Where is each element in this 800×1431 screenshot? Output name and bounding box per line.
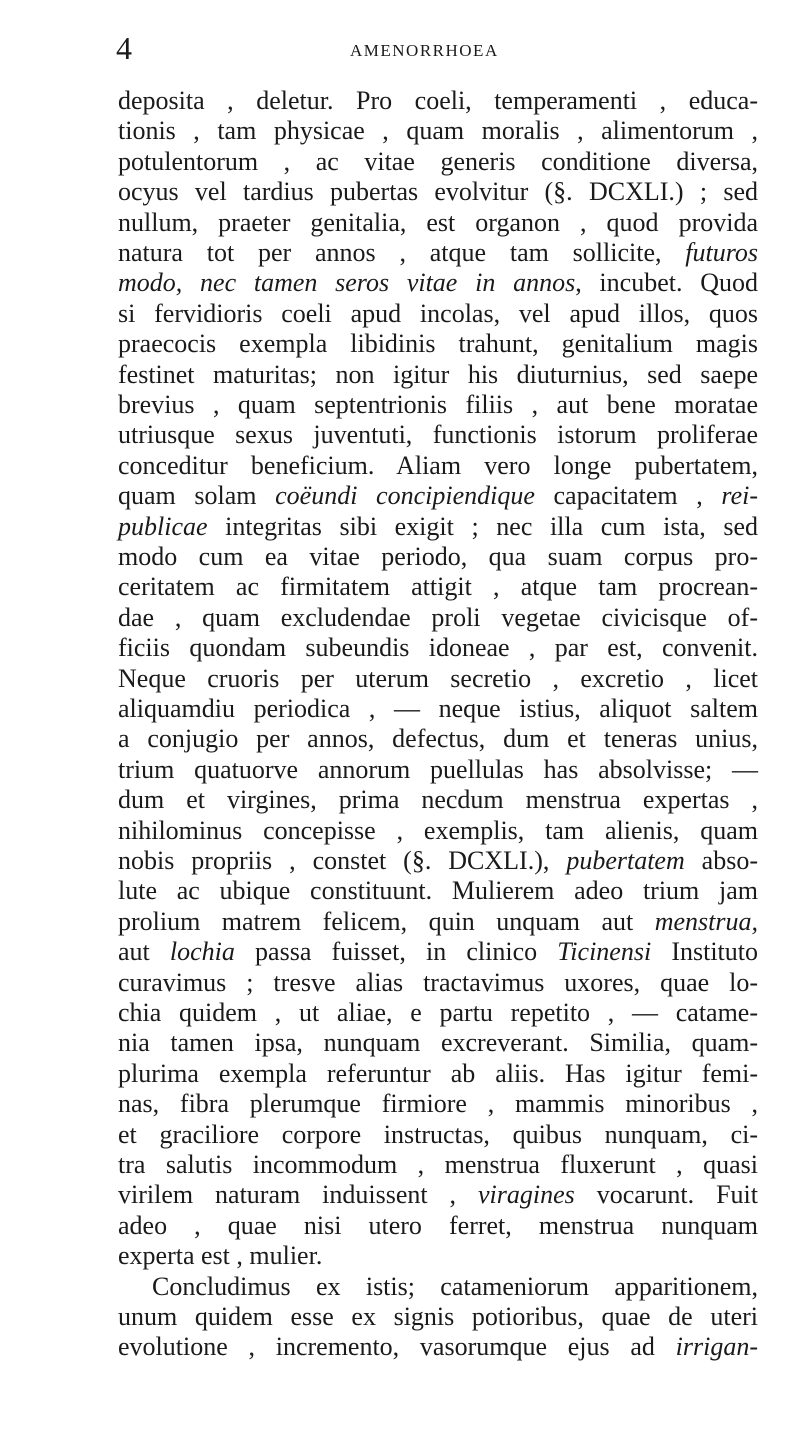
text-segment: adeo , quae nisi utero ferret, menstrua nunquam <box>118 1210 758 1240</box>
text-line <box>118 116 758 146</box>
italic-text: lochia <box>169 937 235 967</box>
text-segment: capacitatem , <box>534 481 722 511</box>
italic-text: pubertatem <box>566 846 685 875</box>
text-line <box>118 512 758 542</box>
italic-text: irrigan- <box>675 1332 758 1362</box>
italic-text: menstrua, <box>654 906 758 936</box>
text-line <box>118 390 758 420</box>
text-line <box>118 1028 758 1058</box>
text-segment: experta est , mulier. <box>118 1241 323 1271</box>
text-segment: dum et virgines, prima necdum menstrua expertas , <box>118 785 758 815</box>
text-segment: si fervidioris coeli apud incolas, vel apud illos, quos <box>118 298 758 328</box>
text-line <box>118 998 758 1028</box>
text-segment: , incubet. Quod <box>575 268 758 298</box>
text-line <box>118 299 758 329</box>
text-line <box>118 968 758 998</box>
text-segment: quam solam <box>118 481 276 511</box>
text-segment: evolutione , incremento, vasorumque ejus ad <box>118 1332 676 1362</box>
text-line <box>118 86 758 116</box>
text-line <box>118 238 758 268</box>
text-line <box>118 177 758 207</box>
text-segment: ficiis quondam subeundis idoneae , par est, convenit. <box>118 633 758 663</box>
text-line <box>118 937 758 967</box>
text-line <box>118 268 758 298</box>
text-segment: lute ac ubique constituunt. Mulierem adeo trium jam <box>118 876 758 906</box>
text-line <box>118 876 758 906</box>
text-line <box>118 603 758 633</box>
text-segment: tionis , tam physicae , quam moralis , alimentorum , <box>118 116 758 146</box>
italic-text: publicae <box>118 511 208 541</box>
italic-text: viragines <box>477 1180 575 1210</box>
text-segment: tra salutis incommodum , menstrua fluxerunt , quasi <box>118 1150 758 1179</box>
text-segment: praecocis exempla libidinis trahunt, genitalium magis <box>118 329 758 359</box>
text-segment: natura tot per annos , atque tam sollicite, <box>118 238 686 267</box>
text-line <box>118 664 758 694</box>
text-segment: conceditur beneficium. Aliam vero longe pubertatem, <box>118 450 758 480</box>
italic-text: futuros <box>685 238 758 267</box>
text-line <box>118 1332 758 1362</box>
text-segment: modo cum ea vitae periodo, qua suam corpus pro- <box>118 542 758 571</box>
text-segment: nia tamen ipsa, nunquam excreverant. Similia, quam- <box>118 1028 758 1058</box>
text-segment: curavimus ; tresve alias tractavimus uxores, quae lo- <box>118 967 758 997</box>
text-segment: ceritatem ac firmitatem attigit , atque tam procrean- <box>118 572 758 602</box>
text-line <box>152 1272 758 1302</box>
text-line <box>118 633 758 663</box>
text-line <box>118 1302 758 1332</box>
text-segment: Neque cruoris per uterum secretio , excretio , licet <box>118 663 758 693</box>
text-segment: potulentorum , ac vitae generis conditione diversa, <box>118 146 758 176</box>
text-line <box>118 816 758 846</box>
text-segment: et graciliore corpore instructas, quibus nunquam, ci- <box>118 1119 758 1149</box>
text-segment: festinet maturitas; non igitur his diuturnius, sed saepe <box>118 359 758 389</box>
text-segment: abso- <box>684 846 758 875</box>
text-segment: integritas sibi exigit ; nec illa cum ista, sed <box>207 511 758 541</box>
text-line <box>118 1211 758 1241</box>
text-line <box>118 481 758 511</box>
text-segment: vocarunt. Fuit <box>574 1180 758 1210</box>
italic-text: coëundi concipiendique <box>275 481 535 511</box>
text-line <box>118 846 758 876</box>
text-line <box>118 147 758 177</box>
page-header <box>116 30 576 70</box>
text-segment: aliquamdiu periodica , — neque istius, aliquot saltem <box>118 694 758 723</box>
text-line <box>118 572 758 602</box>
italic-text: modo, nec tamen seros vitae in annos <box>118 268 576 298</box>
text-segment: plurima exempla referuntur ab aliis. Has igitur femi- <box>118 1058 758 1088</box>
text-line <box>118 755 758 785</box>
text-segment: prolium matrem felicem, quin unquam aut <box>118 906 655 936</box>
text-line <box>118 724 758 754</box>
text-line <box>118 694 758 724</box>
text-segment: passa fuisset, in clinico <box>234 937 558 967</box>
text-segment: a conjugio per annos, defectus, dum et teneras unius, <box>118 724 758 754</box>
text-segment: aut <box>118 937 170 967</box>
text-line <box>118 1150 758 1180</box>
text-segment: trium quatuorve annorum puellulas has absolvisse; — <box>118 754 758 784</box>
text-line <box>118 542 758 572</box>
text-segment: virilem naturam induissent , <box>118 1180 478 1210</box>
text-line <box>118 1241 758 1271</box>
text-segment: chia quidem , ut aliae, e partu repetito , — catame- <box>118 998 758 1027</box>
italic-text: rei- <box>721 481 758 511</box>
text-line <box>118 329 758 359</box>
text-line <box>118 1120 758 1150</box>
text-segment: Concludimus ex istis; catameniorum apparitionem, <box>152 1271 758 1301</box>
text-segment: deposita , deletur. Pro coeli, temperamenti , educa- <box>118 86 758 115</box>
text-segment: nas, fibra plerumque firmiore , mammis minoribus , <box>118 1089 758 1119</box>
text-segment: brevius , quam septentrionis filiis , aut bene moratae <box>118 390 758 419</box>
italic-text: Ticinensi <box>557 937 652 967</box>
text-segment: nullum, praeter genitalia, est organon , quod provida <box>118 207 758 237</box>
text-line <box>118 1059 758 1089</box>
text-segment: utriusque sexus juventuti, functionis istorum proliferae <box>118 420 758 450</box>
text-line <box>118 360 758 390</box>
page-number: 4 <box>116 30 132 66</box>
text-line <box>118 208 758 238</box>
text-segment: nobis propriis , constet (§. DCXLI.), <box>118 846 567 875</box>
text-segment: nihilominus concepisse , exemplis, tam alienis, quam <box>118 815 758 845</box>
text-line <box>118 1089 758 1119</box>
text-segment: Instituto <box>651 937 758 967</box>
text-line <box>118 907 758 937</box>
text-segment: ocyus vel tardius pubertas evolvitur (§. DCXLI.) ; sed <box>118 177 758 207</box>
running-head: AMENORRHOEA <box>350 41 499 60</box>
text-line <box>118 785 758 815</box>
text-line <box>118 1180 758 1210</box>
text-line <box>118 420 758 450</box>
text-segment: dae , quam excludendae proli vegetae civicisque of- <box>118 602 758 632</box>
text-segment: unum quidem esse ex signis potioribus, quae de uteri <box>118 1302 758 1331</box>
text-line <box>118 451 758 481</box>
